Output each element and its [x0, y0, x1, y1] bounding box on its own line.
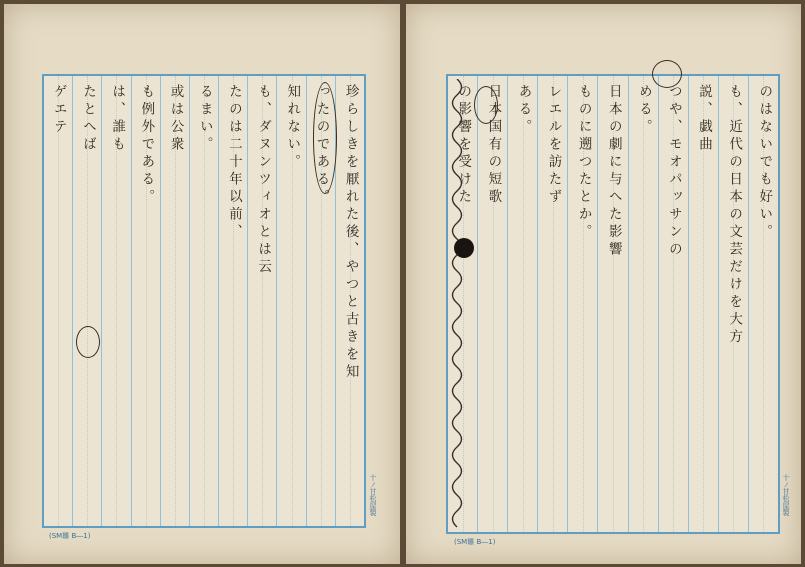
- column-text: 日本の劇に与へた影響: [605, 84, 622, 259]
- right-manuscript-page: [406, 4, 801, 564]
- deletion-squiggle: [446, 79, 468, 529]
- manuscript-column: [335, 76, 364, 526]
- editor-circle-mark: [474, 86, 498, 124]
- manuscript-column: [44, 76, 72, 526]
- manuscript-column: [276, 76, 305, 526]
- binding-hole: [454, 238, 474, 258]
- column-text: も、近代の日本の文芸だけを大方: [726, 84, 743, 347]
- paper-maker-mark: 十ノ甘松屋製: [782, 474, 790, 516]
- column-text: ものに遡つたとか。: [575, 84, 592, 242]
- manuscript-column: [567, 76, 597, 532]
- column-text: たのは二十年以前、: [225, 84, 242, 242]
- manuscript-column: [247, 76, 276, 526]
- manuscript-column: [628, 76, 658, 532]
- paper-code: (SM雛 B―1): [454, 538, 496, 546]
- manuscript-column: [537, 76, 567, 532]
- column-text: のはないでも好い。: [756, 84, 773, 242]
- column-text: 珍らしきを厭れた後、やつと古きを知: [342, 84, 359, 382]
- manuscript-column: [189, 76, 218, 526]
- editor-circle-mark: [652, 60, 682, 88]
- column-text: るまい。: [196, 84, 213, 154]
- column-text: 或は公衆: [167, 84, 184, 154]
- manuscript-column: [658, 76, 688, 532]
- manuscript-column: [160, 76, 189, 526]
- column-text: も例外である。: [138, 84, 155, 207]
- right-genkou-grid: [446, 74, 780, 534]
- editor-circle-mark: [76, 326, 100, 358]
- paper-maker-mark: 十ノ甘松屋製: [369, 474, 377, 516]
- column-text: 説、戯曲: [696, 84, 713, 154]
- column-text: 日本国有の短歌: [485, 84, 502, 207]
- column-text: の影響を受けた: [455, 84, 472, 207]
- column-text: つや、モオパッサンの: [665, 84, 682, 259]
- manuscript-column: [507, 76, 537, 532]
- column-text: ったのである。: [313, 84, 330, 207]
- manuscript-column: [718, 76, 748, 532]
- left-manuscript-page: [4, 4, 400, 564]
- column-text: 知れない。: [284, 84, 301, 172]
- manuscript-column: [597, 76, 627, 532]
- column-text: ゲエテ: [50, 84, 67, 137]
- column-text: ある。: [515, 84, 532, 137]
- manuscript-column: [101, 76, 130, 526]
- column-text: は、誰も: [109, 84, 126, 154]
- column-text: たとへば: [79, 84, 96, 154]
- manuscript-column: [72, 76, 101, 526]
- paper-code: (SM雛 B―1): [49, 532, 91, 540]
- manuscript-column: [218, 76, 247, 526]
- column-text: レエルを訪たず: [545, 84, 562, 207]
- manuscript-column: [477, 76, 507, 532]
- column-text: める。: [635, 84, 652, 137]
- manuscript-column: [131, 76, 160, 526]
- editor-circle-mark: [313, 82, 337, 194]
- manuscript-column: [748, 76, 778, 532]
- manuscript-column: [688, 76, 718, 532]
- column-text: も、ダヌンツィオとは云: [255, 84, 272, 277]
